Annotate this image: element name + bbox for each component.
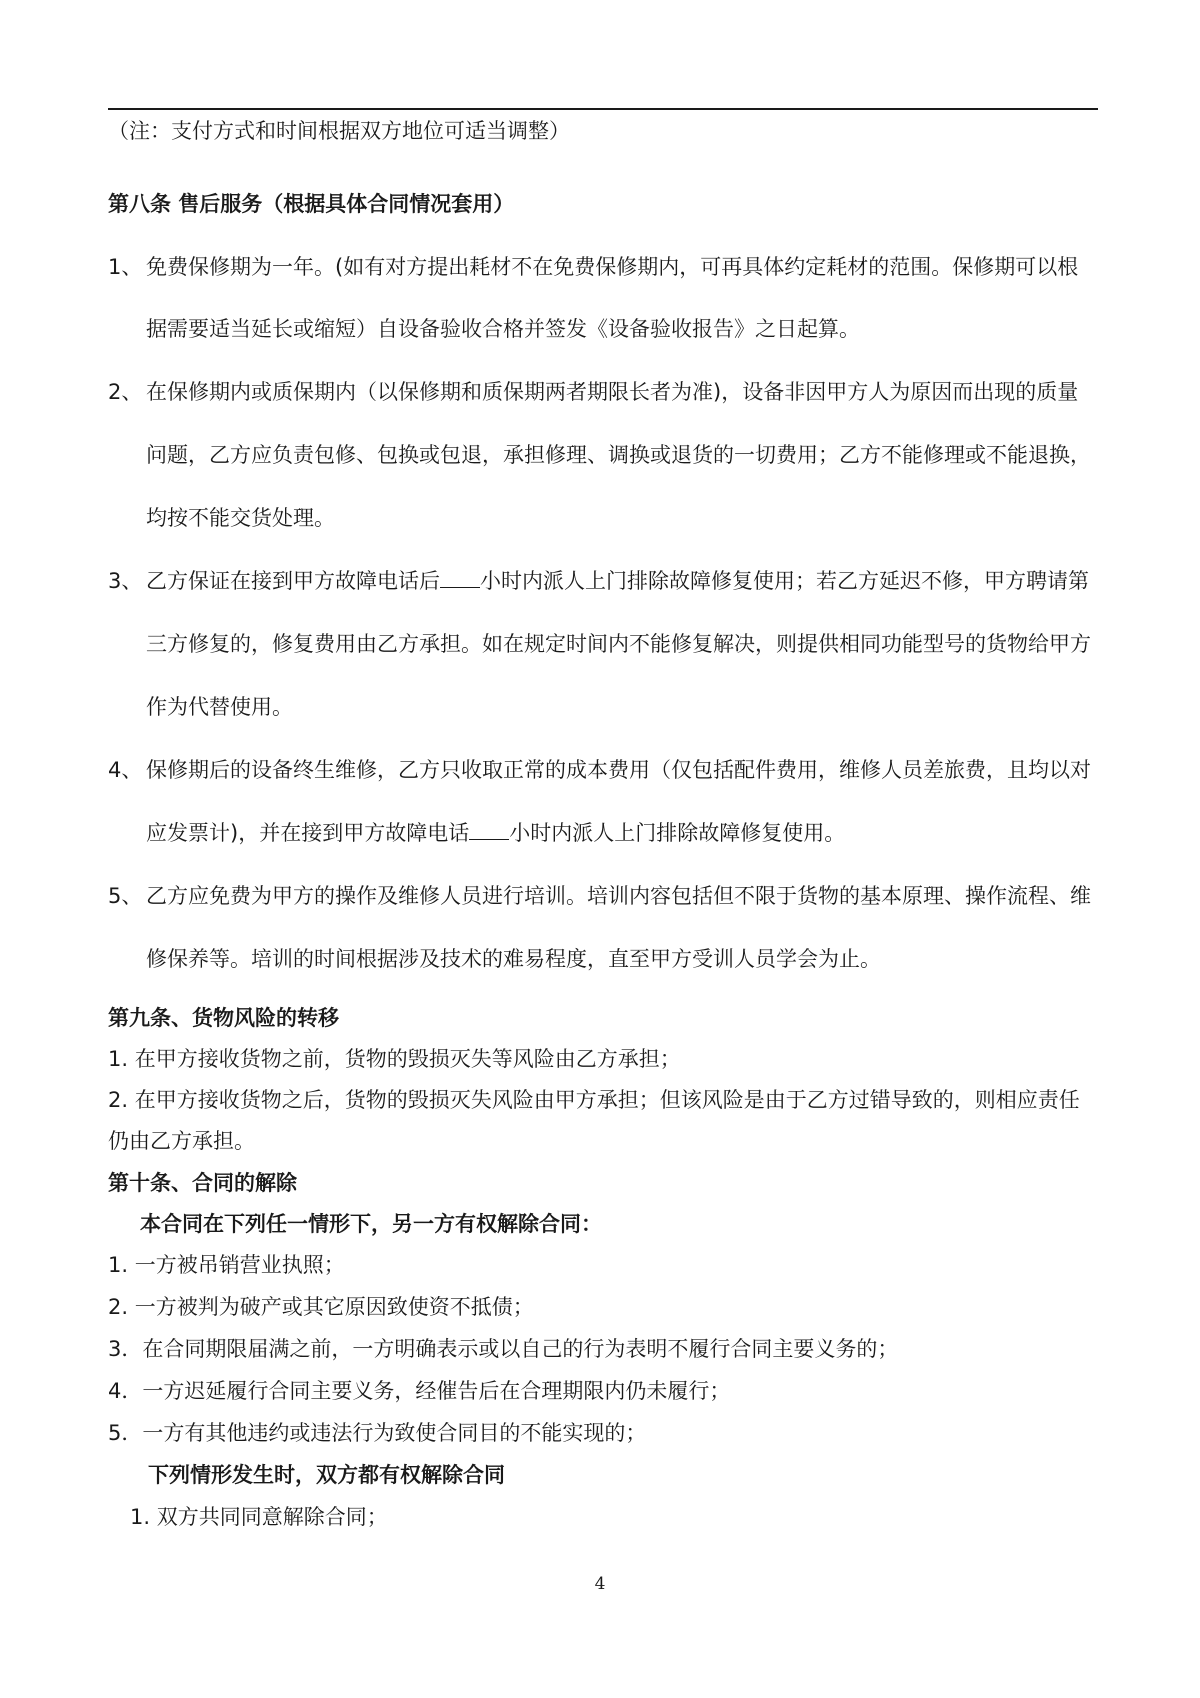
item-3-text-b: 小时内派人上门排除故障修复使用；若乙方延迟不修，甲方聘请第: [480, 569, 1089, 593]
item-4-text-b: 小时内派人上门排除故障修复使用。: [509, 821, 846, 845]
item-4-line-1: 保修期后的设备终生维修，乙方只收取正常的成本费用（仅包括配件费用，维修人员差旅费，且均以对: [146, 758, 1091, 782]
article-10-item: 3．在合同期限届满之前，一方明确表示或以自己的行为表明不履行合同主要义务的；: [108, 1337, 899, 1361]
item-1-line-1: 免费保修期为一年。(如有对方提出耗材不在免费保修期内，可再具体约定耗材的范围。保修期可以根: [146, 255, 1079, 279]
article-10-heading: 第十条、合同的解除: [108, 1171, 297, 1195]
header-rule: [108, 108, 1098, 110]
article-9-item: 2. 在甲方接收货物之后，货物的毁损灭失风险由甲方承担；但该风险是由于乙方过错导致的，则相应责任: [108, 1088, 1080, 1112]
item-2-line-1: 在保修期内或质保期内（以保修期和质保期两者期限长者为准)，设备非因甲方人为原因而出现的质量: [146, 380, 1079, 404]
article-10-item: 2. 一方被判为破产或其它原因致使资不抵债；: [108, 1295, 534, 1319]
page-number: 4: [594, 1574, 606, 1594]
item-1-line-2: 据需要适当延长或缩短）自设备验收合格并签发《设备验收报告》之日起算。: [146, 317, 860, 341]
fill-blank: [440, 569, 480, 588]
article-10-item: 5．一方有其他违约或违法行为致使合同目的不能实现的；: [108, 1421, 647, 1445]
item-2-line-2: 问题，乙方应负责包修、包换或包退，承担修理、调换或退货的一切费用；乙方不能修理或不能退换，: [146, 443, 1091, 467]
article-8-heading: 第八条 售后服务（根据具体合同情况套用）: [108, 192, 515, 216]
item-3-text-a: 乙方保证在接到甲方故障电话后: [146, 569, 440, 593]
item-3-line-3: 作为代替使用。: [146, 695, 293, 719]
item-2-line-3: 均按不能交货处理。: [146, 506, 335, 530]
article-10-subheading-2: 下列情形发生时，双方都有权解除合同: [148, 1463, 505, 1487]
payment-note: （注：支付方式和时间根据双方地位可适当调整）: [108, 119, 570, 143]
item-4-text-a: 应发票计)，并在接到甲方故障电话: [146, 821, 470, 845]
article-10-item: 1. 一方被吊销营业执照；: [108, 1253, 345, 1277]
item-number: 1、: [108, 255, 143, 279]
item-number: 2、: [108, 380, 143, 404]
item-number: 5、: [108, 884, 143, 908]
item-5-line-2: 修保养等。培训的时间根据涉及技术的难易程度，直至甲方受训人员学会为止。: [146, 947, 881, 971]
item-4-line-2: [146, 818, 845, 848]
article-9-heading: 第九条、货物风险的转移: [108, 1006, 339, 1030]
article-9-item: 1. 在甲方接收货物之前，货物的毁损灭失等风险由乙方承担；: [108, 1047, 681, 1071]
item-5-line-1: 乙方应免费为甲方的操作及维修人员进行培训。培训内容包括但不限于货物的基本原理、操作流程、维: [146, 884, 1091, 908]
item-3-line-2: 三方修复的，修复费用由乙方承担。如在规定时间内不能修复解决，则提供相同功能型号的货物给甲方: [146, 632, 1091, 656]
item-3-line-1: [146, 566, 1089, 596]
article-10-item: 4．一方迟延履行合同主要义务，经催告后在合理期限内仍未履行；: [108, 1379, 731, 1403]
article-10-item: 1. 双方共同同意解除合同；: [130, 1505, 388, 1529]
fill-blank: [469, 821, 509, 840]
article-10-subheading: 本合同在下列任一情形下，另一方有权解除合同：: [140, 1212, 602, 1236]
article-9-item-cont: 仍由乙方承担。: [108, 1129, 255, 1153]
item-number: 4、: [108, 758, 143, 782]
item-number: 3、: [108, 569, 143, 593]
